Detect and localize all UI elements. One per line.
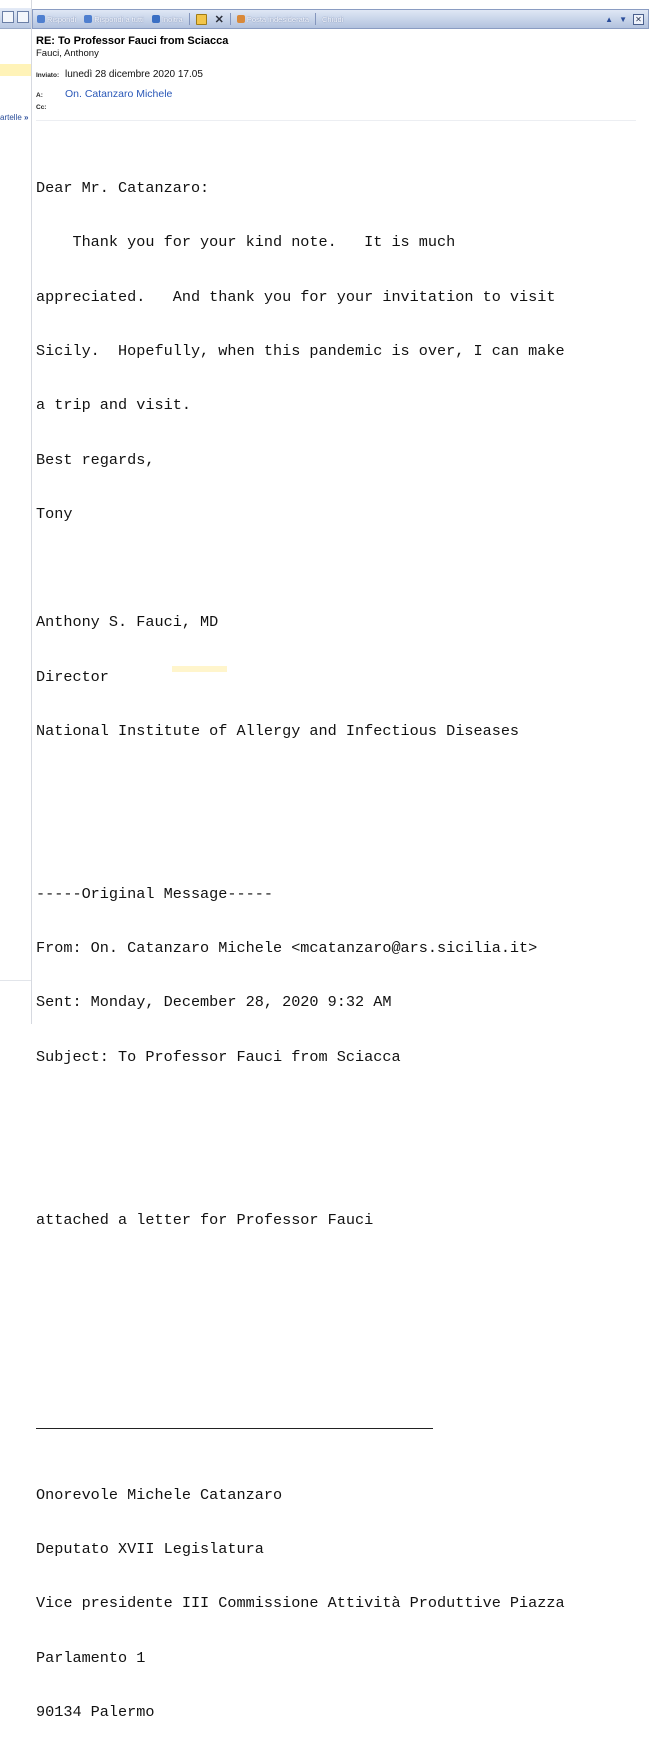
to-label: A: [36, 92, 43, 99]
toolbar-nav [605, 14, 648, 25]
body-line: Thank you for your kind note. It is much [36, 233, 456, 252]
folder-pane-toolbar [0, 8, 31, 29]
original-from: From: On. Catanzaro Michele <mcatanzaro@ars.sicilia.it> [36, 939, 538, 958]
signature-line: Director [36, 667, 109, 686]
reply-all-button[interactable] [80, 10, 148, 28]
junk-button[interactable] [233, 10, 313, 28]
folders-label: artelle [0, 113, 22, 122]
folders-link[interactable] [0, 113, 28, 122]
reply-all-label: Rispondi a tutti [94, 14, 144, 24]
selected-folder-highlight [0, 64, 31, 76]
recipient-link[interactable]: On. Catanzaro Michele [65, 88, 173, 100]
sender-signature-line: Vice presidente III Commissione Attività Produttive Piazza [36, 1594, 565, 1613]
sender-signature-line: Onorevole Michele Catanzaro [36, 1485, 283, 1504]
original-sent: Sent: Monday, December 28, 2020 9:32 AM [36, 993, 392, 1012]
arrow-down-icon[interactable]: ▼ [619, 14, 627, 24]
forward-button[interactable] [148, 10, 187, 28]
body-line: Best regards, [36, 450, 155, 469]
sent-row [36, 69, 203, 80]
folder-pane [0, 0, 32, 1024]
reply-icon [37, 15, 45, 23]
cc-row [36, 104, 65, 111]
body-line: Tony [36, 504, 73, 523]
original-text: attached a letter for Professor Fauci [36, 1210, 374, 1229]
sender-signature-line: Deputato XVII Legislatura [36, 1540, 264, 1559]
reply-all-icon [84, 15, 92, 23]
signature-line: Anthony S. Fauci, MD [36, 613, 219, 632]
cc-label: Cc: [36, 104, 47, 111]
toolbar-separator [230, 13, 231, 25]
body-line: a trip and visit. [36, 396, 191, 415]
reply-button[interactable] [33, 10, 80, 28]
junk-icon [237, 15, 245, 23]
message-header [36, 34, 636, 111]
signature-rule [36, 1428, 433, 1429]
signature-line: National Institute of Allergy and Infectious Diseases [36, 722, 520, 740]
body-line: Sicily. Hopefully, when this pandemic is over, I can make [36, 342, 565, 361]
reply-label: Rispondi [47, 14, 77, 24]
sender-signature-line: 90134 Palermo [36, 1702, 155, 1721]
forward-label: Inoltra [161, 14, 183, 24]
divider [0, 980, 31, 981]
original-subject: Subject: To Professor Fauci from Sciacca [36, 1047, 401, 1066]
text-highlight [172, 666, 227, 672]
forward-icon [152, 15, 160, 23]
sent-label: Inviato: [36, 72, 60, 79]
message-sender: Fauci, Anthony [36, 48, 99, 59]
body-line: appreciated. And thank you for your invitation to visit [36, 287, 556, 306]
flag-button[interactable] [192, 10, 211, 28]
junk-label: Posta indesiderata [246, 14, 310, 24]
toolbar-separator [189, 13, 190, 25]
arrow-up-icon[interactable]: ▲ [605, 14, 614, 24]
to-row [36, 88, 172, 100]
message-body [36, 143, 646, 1739]
message-subject: RE: To Professor Fauci from Sciacca [36, 35, 229, 47]
sent-value: lunedì 28 dicembre 2020 17.05 [65, 69, 203, 80]
body-line: Dear Mr. Catanzaro: [36, 179, 210, 198]
close-label: Chiudi [322, 14, 344, 24]
folder-icon[interactable] [2, 11, 14, 23]
delete-icon: ✕ [214, 13, 224, 26]
original-message-marker: -----Original Message----- [36, 884, 273, 903]
close-button[interactable] [318, 10, 347, 28]
toolbar-separator [315, 13, 316, 25]
close-icon[interactable]: ✕ [633, 14, 644, 25]
message-toolbar [32, 9, 649, 29]
flag-icon [196, 14, 207, 25]
header-divider [36, 120, 636, 121]
delete-button[interactable] [211, 10, 228, 28]
double-chevron-icon[interactable]: » [24, 113, 29, 122]
sender-signature-line: Parlamento 1 [36, 1648, 146, 1667]
address-book-icon[interactable] [17, 11, 29, 23]
